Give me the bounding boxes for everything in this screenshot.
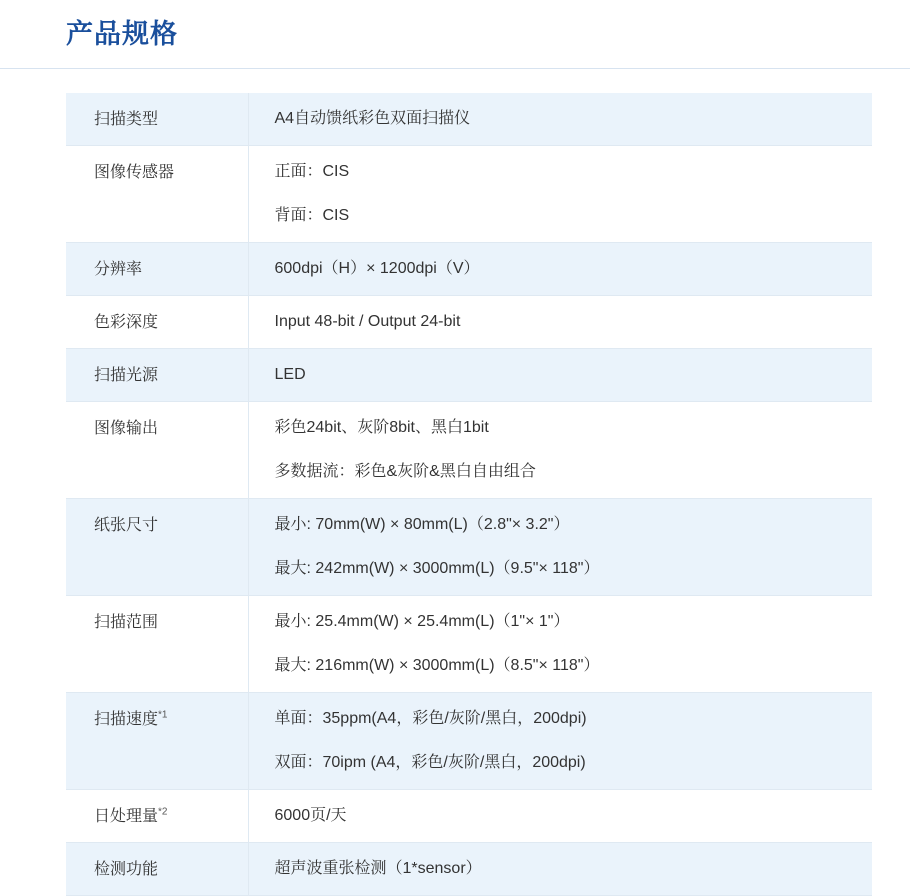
title-divider [0, 68, 910, 69]
table-row [66, 243, 872, 296]
spec-value-line: 正面：CIS [274, 163, 350, 180]
table-row [66, 296, 872, 349]
table-row [66, 146, 872, 243]
table-row [66, 402, 872, 499]
spec-label: 图像传感器 [94, 164, 175, 181]
row-value-cell [248, 596, 872, 693]
table-row [66, 93, 872, 146]
row-value-cell [248, 243, 872, 296]
spec-label: 扫描类型 [94, 111, 159, 128]
spec-label: 图像输出 [94, 420, 159, 437]
spec-label: 色彩深度 [94, 314, 159, 331]
spec-value-line: 单面：35ppm(A4，彩色/灰阶/黑白，200dpi) [274, 710, 587, 727]
spec-label: 纸张尺寸 [94, 517, 159, 534]
table-row [66, 790, 872, 843]
row-value-cell [248, 402, 872, 499]
spec-label: 日处理量 [94, 808, 159, 825]
spec-value-line: 超声波重张检测（1*sensor） [274, 860, 482, 877]
row-value-cell [248, 146, 872, 243]
footnote-marker: *1 [158, 709, 168, 721]
row-label-cell [66, 146, 248, 243]
row-value-cell [248, 349, 872, 402]
table-row [66, 349, 872, 402]
table-row [66, 843, 872, 896]
row-label-cell [66, 402, 248, 499]
row-value-cell [248, 693, 872, 790]
row-label-cell [66, 243, 248, 296]
specifications-table-body [66, 93, 872, 896]
row-label-cell [66, 499, 248, 596]
row-label-cell [66, 296, 248, 349]
spec-value-line: 背面：CIS [274, 207, 350, 224]
row-value-cell [248, 843, 872, 896]
spec-value-line: 最小: 25.4mm(W) × 25.4mm(L)（1"× 1"） [274, 613, 570, 630]
spec-value-line: 最小: 70mm(W) × 80mm(L)（2.8"× 3.2"） [274, 516, 570, 533]
spec-label: 扫描范围 [94, 614, 159, 631]
row-label-cell [66, 790, 248, 843]
spec-value-line: A4自动馈纸彩色双面扫描仪 [274, 110, 471, 127]
spec-value-line: 最大: 216mm(W) × 3000mm(L)（8.5"× 118"） [274, 657, 600, 674]
row-value-cell [248, 93, 872, 146]
spec-label: 检测功能 [94, 861, 159, 878]
row-label-cell [66, 596, 248, 693]
row-label-cell [66, 93, 248, 146]
footnote-marker: *2 [158, 806, 168, 818]
row-label-cell [66, 693, 248, 790]
row-value-cell [248, 790, 872, 843]
spec-value-line: 双面：70ipm (A4，彩色/灰阶/黑白，200dpi) [274, 754, 586, 771]
title-block [0, 0, 910, 54]
row-label-cell [66, 349, 248, 402]
row-value-cell [248, 296, 872, 349]
spec-value-line: 多数据流：彩色&灰阶&黑白自由组合 [274, 463, 536, 480]
specifications-table [66, 93, 872, 896]
page-title: 产品规格 [66, 19, 178, 49]
spec-value-line: 600dpi（H）× 1200dpi（V） [274, 260, 480, 277]
spec-label: 扫描速度 [94, 711, 159, 728]
spec-label: 分辨率 [94, 261, 143, 278]
spec-value-line: Input 48-bit / Output 24-bit [274, 313, 461, 330]
spec-value-line: 最大: 242mm(W) × 3000mm(L)（9.5"× 118"） [274, 560, 600, 577]
spec-value-line: 彩色24bit、灰阶8bit、黑白1bit [274, 419, 489, 436]
table-row [66, 693, 872, 790]
table-row [66, 596, 872, 693]
table-row [66, 499, 872, 596]
row-label-cell [66, 843, 248, 896]
spec-label: 扫描光源 [94, 367, 159, 384]
row-value-cell [248, 499, 872, 596]
spec-value-line: LED [274, 366, 306, 383]
spec-value-line: 6000页/天 [274, 807, 347, 824]
